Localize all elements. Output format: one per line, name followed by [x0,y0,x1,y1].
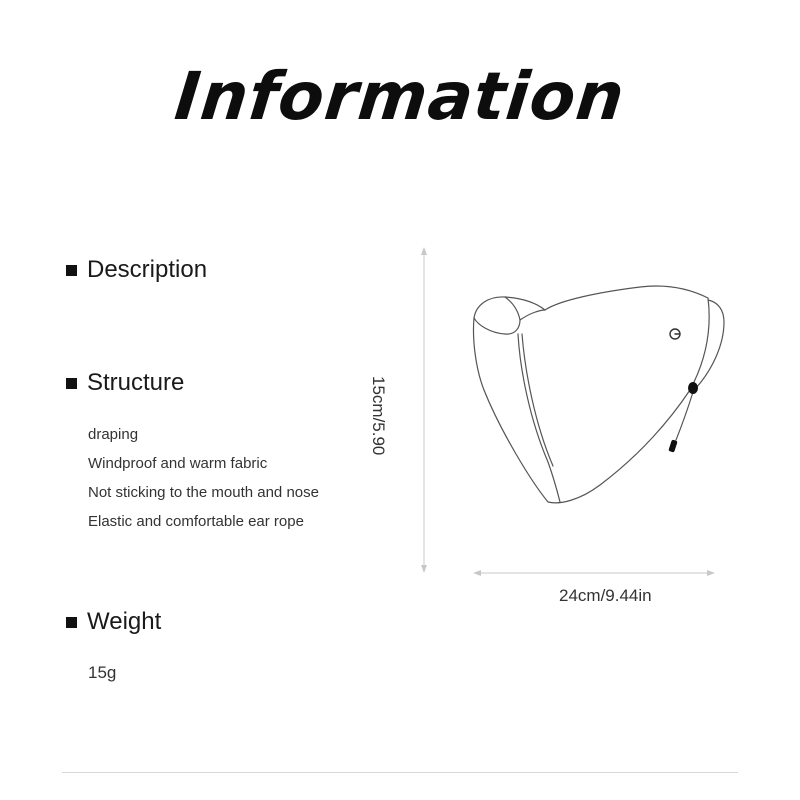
structure-item: Elastic and comfortable ear rope [88,513,304,530]
page-title: Information [171,58,629,135]
width-dimension-label: 24cm/9.44in [559,586,652,605]
structure-item: Windproof and warm fabric [88,455,268,472]
vertical-dimension-arrow [421,247,427,573]
weight-heading-label: Weight [87,608,162,635]
structure-item: Not sticking to the mouth and nose [88,484,319,501]
description-heading-label: Description [87,256,208,283]
divider [62,772,738,773]
horizontal-dimension-arrow [473,570,715,576]
height-dimension-label: 15cm/5.90 [369,376,388,456]
weight-value: 15g [88,663,117,682]
structure-heading-label: Structure [87,369,185,396]
mask-outline [473,286,724,503]
structure-item: draping [88,426,139,443]
